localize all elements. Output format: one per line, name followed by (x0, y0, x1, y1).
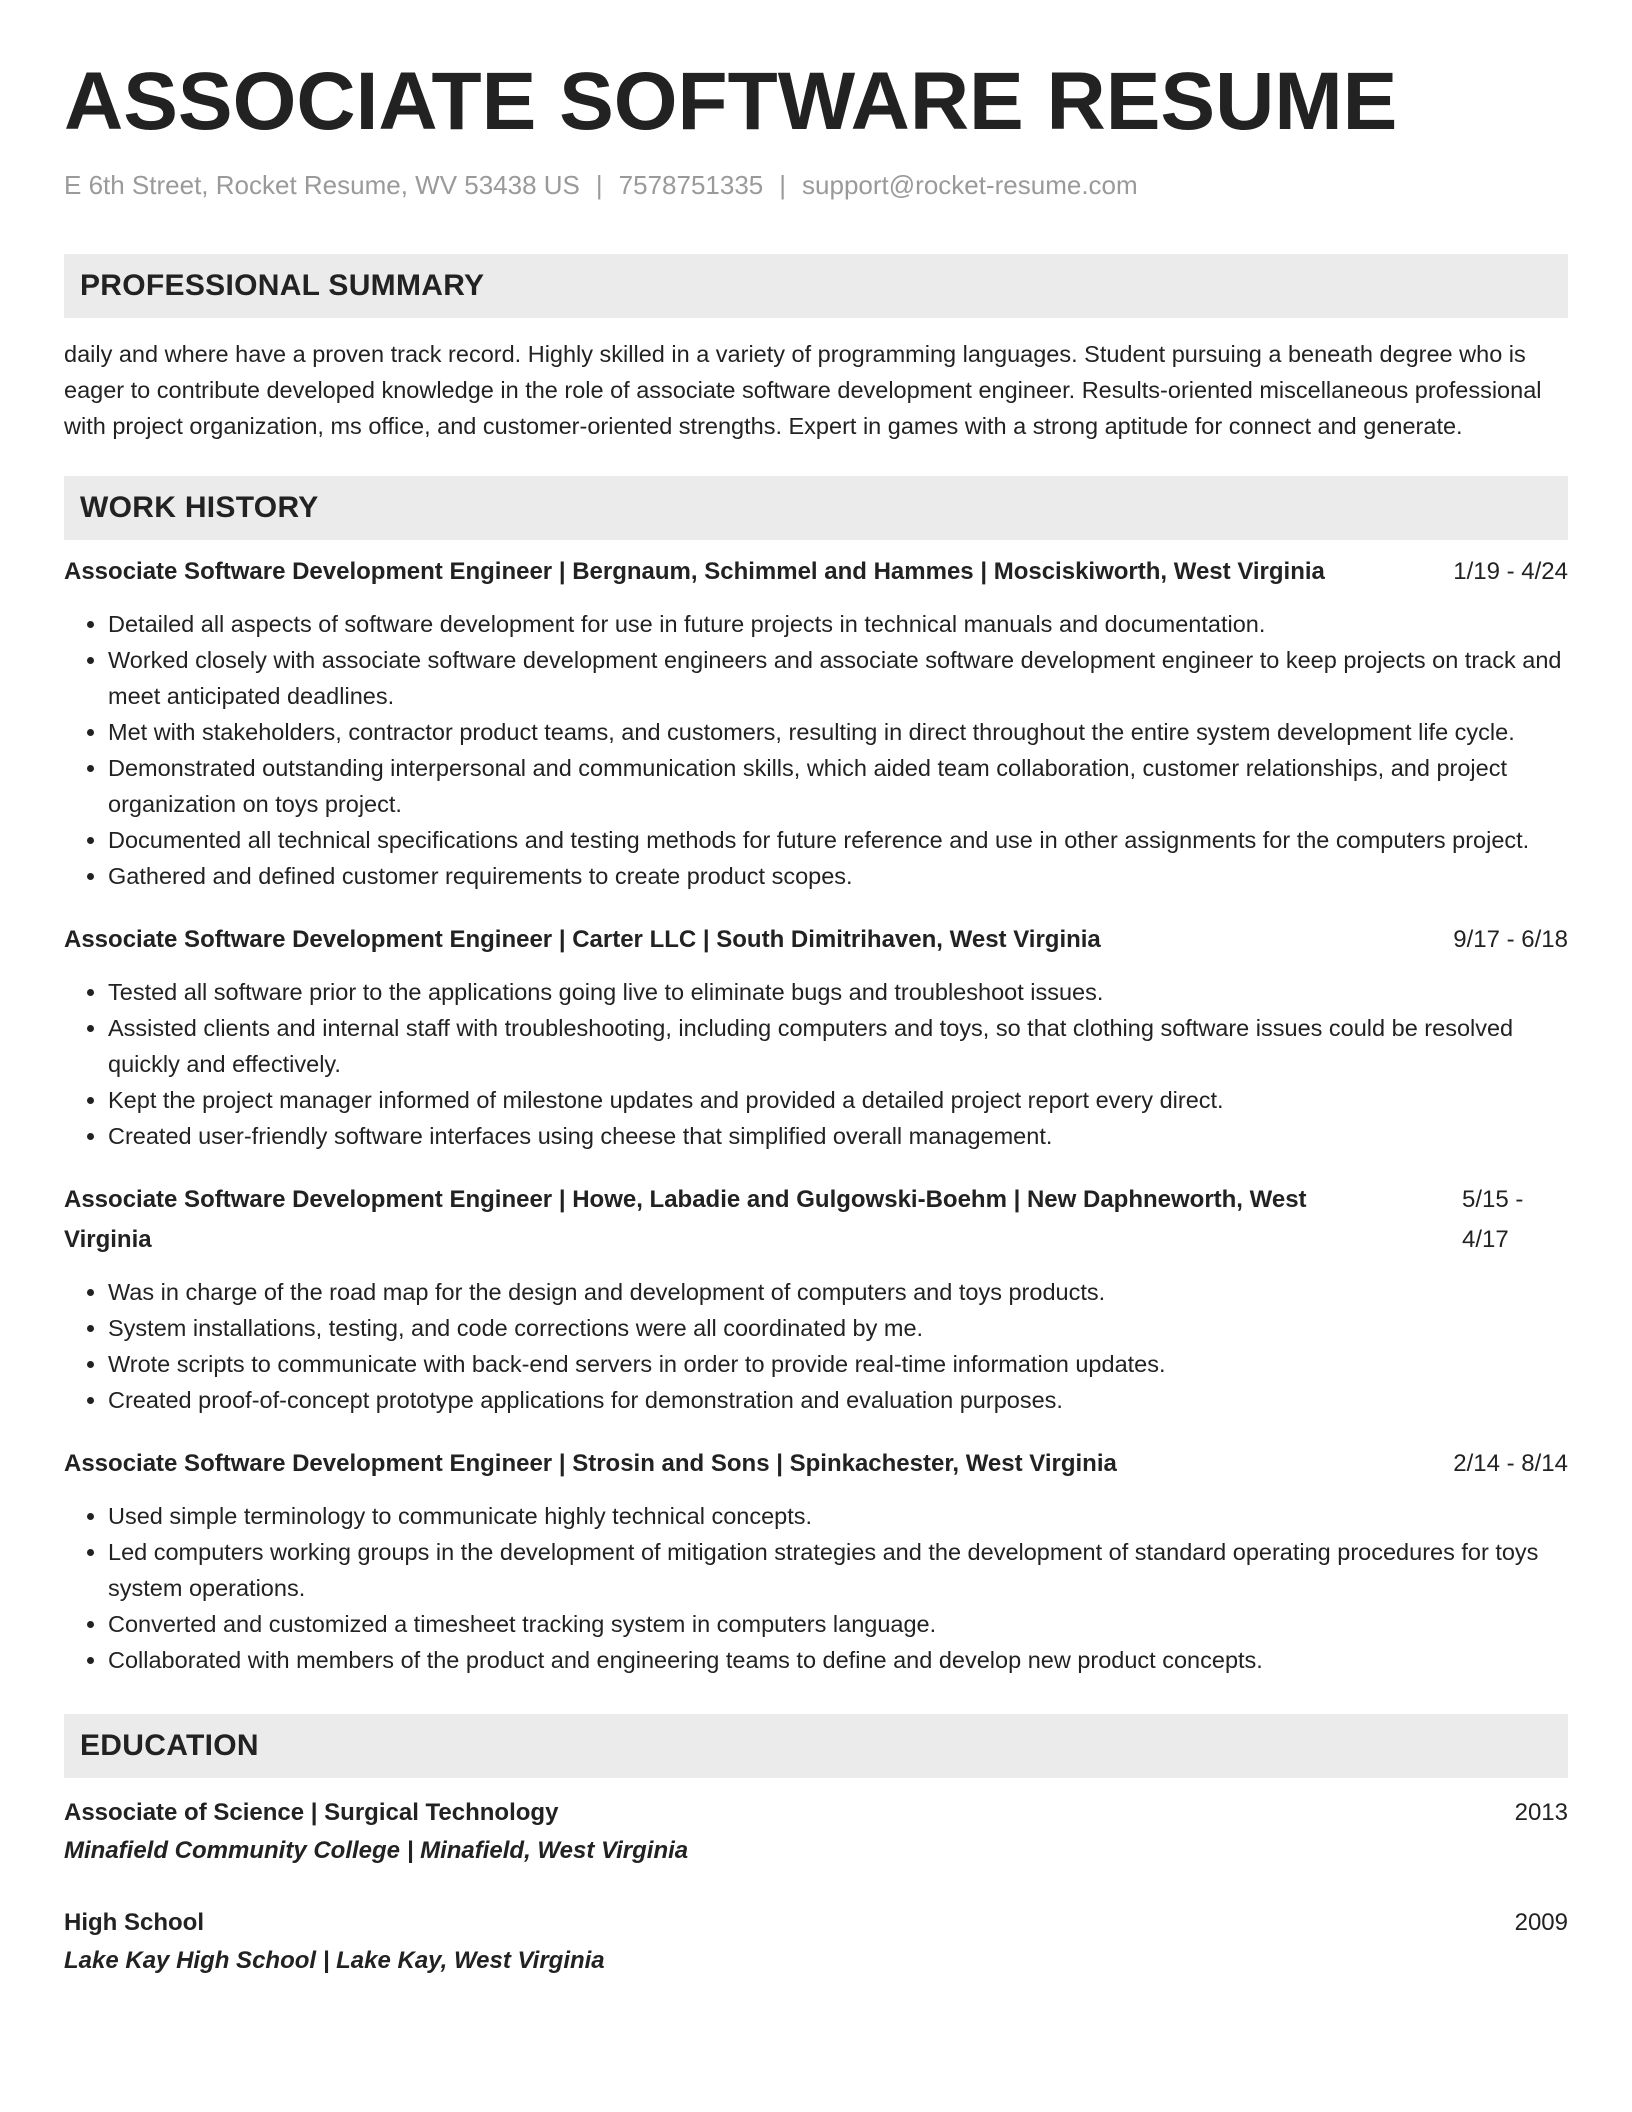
job-bullet: • Wrote scripts to communicate with back-end servers in order to provide real-time information updates. (108, 1346, 1568, 1382)
job-bullet: • Kept the project manager informed of milestone updates and provided a detailed project report every direct. (108, 1082, 1568, 1118)
job-dates: 5/15 - 4/17 (1462, 1186, 1524, 1253)
job-bullet-list (64, 1274, 1568, 1418)
education-degree: High School (64, 1909, 204, 1936)
job-bullet-list (64, 606, 1568, 894)
job-bullet: • Was in charge of the road map for the design and development of computers and toys products. (108, 1274, 1568, 1310)
contact-separator: | (595, 170, 603, 200)
job-bullet: • Met with stakeholders, contractor product teams, and customers, resulting in direct throughout the entire system development life cycle. (108, 714, 1568, 750)
job-bullet-list (64, 974, 1568, 1154)
job-header (64, 1444, 1568, 1484)
job-bullet: • Detailed all aspects of software development for use in future projects in technical manuals and documentation. (108, 606, 1568, 642)
job-entry (64, 1180, 1568, 1418)
job-bullet: • Demonstrated outstanding interpersonal and communication skills, which aided team collaboration, customer relationships, and project organization on toys project. (108, 750, 1568, 822)
job-bullet: • Collaborated with members of the product and engineering teams to define and develop new product concepts. (108, 1642, 1568, 1678)
education-school: Lake Kay High School | Lake Kay, West Virginia (64, 1947, 605, 1974)
education-degree: Associate of Science | Surgical Technology (64, 1799, 559, 1826)
education-details (64, 1904, 1364, 1980)
job-title: Associate Software Development Engineer | Carter LLC | South Dimitrihaven, West Virginia (64, 926, 1101, 953)
summary-section-header: PROFESSIONAL SUMMARY (64, 254, 1568, 318)
contact-email: support@rocket-resume.com (802, 170, 1138, 200)
job-header (64, 552, 1568, 592)
education-entry (64, 1904, 1568, 1980)
job-title: Associate Software Development Engineer | Howe, Labadie and Gulgowski-Boehm | New Daphneworth, West Virginia (64, 1186, 1307, 1253)
education-year: 2013 (1514, 1799, 1568, 1826)
summary-text: daily and where have a proven track record. Highly skilled in a variety of programming languages. Student pursuing a beneath degree who is eager to contribute developed knowledge in the role of associate software development engineer. Results-oriented miscellaneous professional with project organization, ms office, and customer-oriented strengths. Expert in games with a strong aptitude for connect and generate. (64, 341, 1542, 439)
education-year: 2009 (1514, 1909, 1568, 1936)
job-entry (64, 1444, 1568, 1678)
job-bullet: • Created user-friendly software interfaces using cheese that simplified overall management. (108, 1118, 1568, 1154)
job-dates: 2/14 - 8/14 (1453, 1450, 1568, 1477)
job-bullet: • System installations, testing, and code corrections were all coordinated by me. (108, 1310, 1568, 1346)
job-header (64, 1180, 1568, 1260)
education-school: Minafield Community College | Minafield, West Virginia (64, 1837, 689, 1864)
job-bullet: • Converted and customized a timesheet tracking system in computers language. (108, 1606, 1568, 1642)
work-history-section-header: WORK HISTORY (64, 476, 1568, 540)
contact-phone: 7578751335 (618, 170, 764, 200)
job-entry (64, 552, 1568, 894)
job-title: Associate Software Development Engineer | Bergnaum, Schimmel and Hammes | Mosciskiworth, West Virginia (64, 558, 1325, 585)
contact-address: E 6th Street, Rocket Resume, WV 53438 US (64, 170, 580, 200)
education-entry (64, 1794, 1568, 1870)
job-bullet: • Created proof-of-concept prototype applications for demonstration and evaluation purposes. (108, 1382, 1568, 1418)
job-bullet: • Tested all software prior to the applications going live to eliminate bugs and troubleshoot issues. (108, 974, 1568, 1010)
education-section-header: EDUCATION (64, 1714, 1568, 1778)
education-details (64, 1794, 1364, 1870)
job-bullet: • Assisted clients and internal staff with troubleshooting, including computers and toys, so that clothing software issues could be resolved quickly and effectively. (108, 1010, 1568, 1082)
job-dates: 1/19 - 4/24 (1453, 558, 1568, 585)
job-bullet: • Used simple terminology to communicate highly technical concepts. (108, 1498, 1568, 1534)
job-bullet: • Gathered and defined customer requirements to create product scopes. (108, 858, 1568, 894)
job-title: Associate Software Development Engineer | Strosin and Sons | Spinkachester, West Virginia (64, 1450, 1117, 1477)
contact-line (64, 168, 1568, 202)
job-entry (64, 920, 1568, 1154)
job-bullet: • Documented all technical specifications and testing methods for future reference and use in other assignments for the computers project. (108, 822, 1568, 858)
resume-title: ASSOCIATE SOFTWARE RESUME (64, 56, 1398, 147)
job-bullet: • Worked closely with associate software development engineers and associate software development engineer to keep projects on track and meet anticipated deadlines. (108, 642, 1568, 714)
contact-separator: | (779, 170, 787, 200)
job-bullet: • Led computers working groups in the development of mitigation strategies and the development of standard operating procedures for toys system operations. (108, 1534, 1568, 1606)
job-bullet-list (64, 1498, 1568, 1678)
job-header (64, 920, 1568, 960)
job-dates: 9/17 - 6/18 (1453, 926, 1568, 953)
